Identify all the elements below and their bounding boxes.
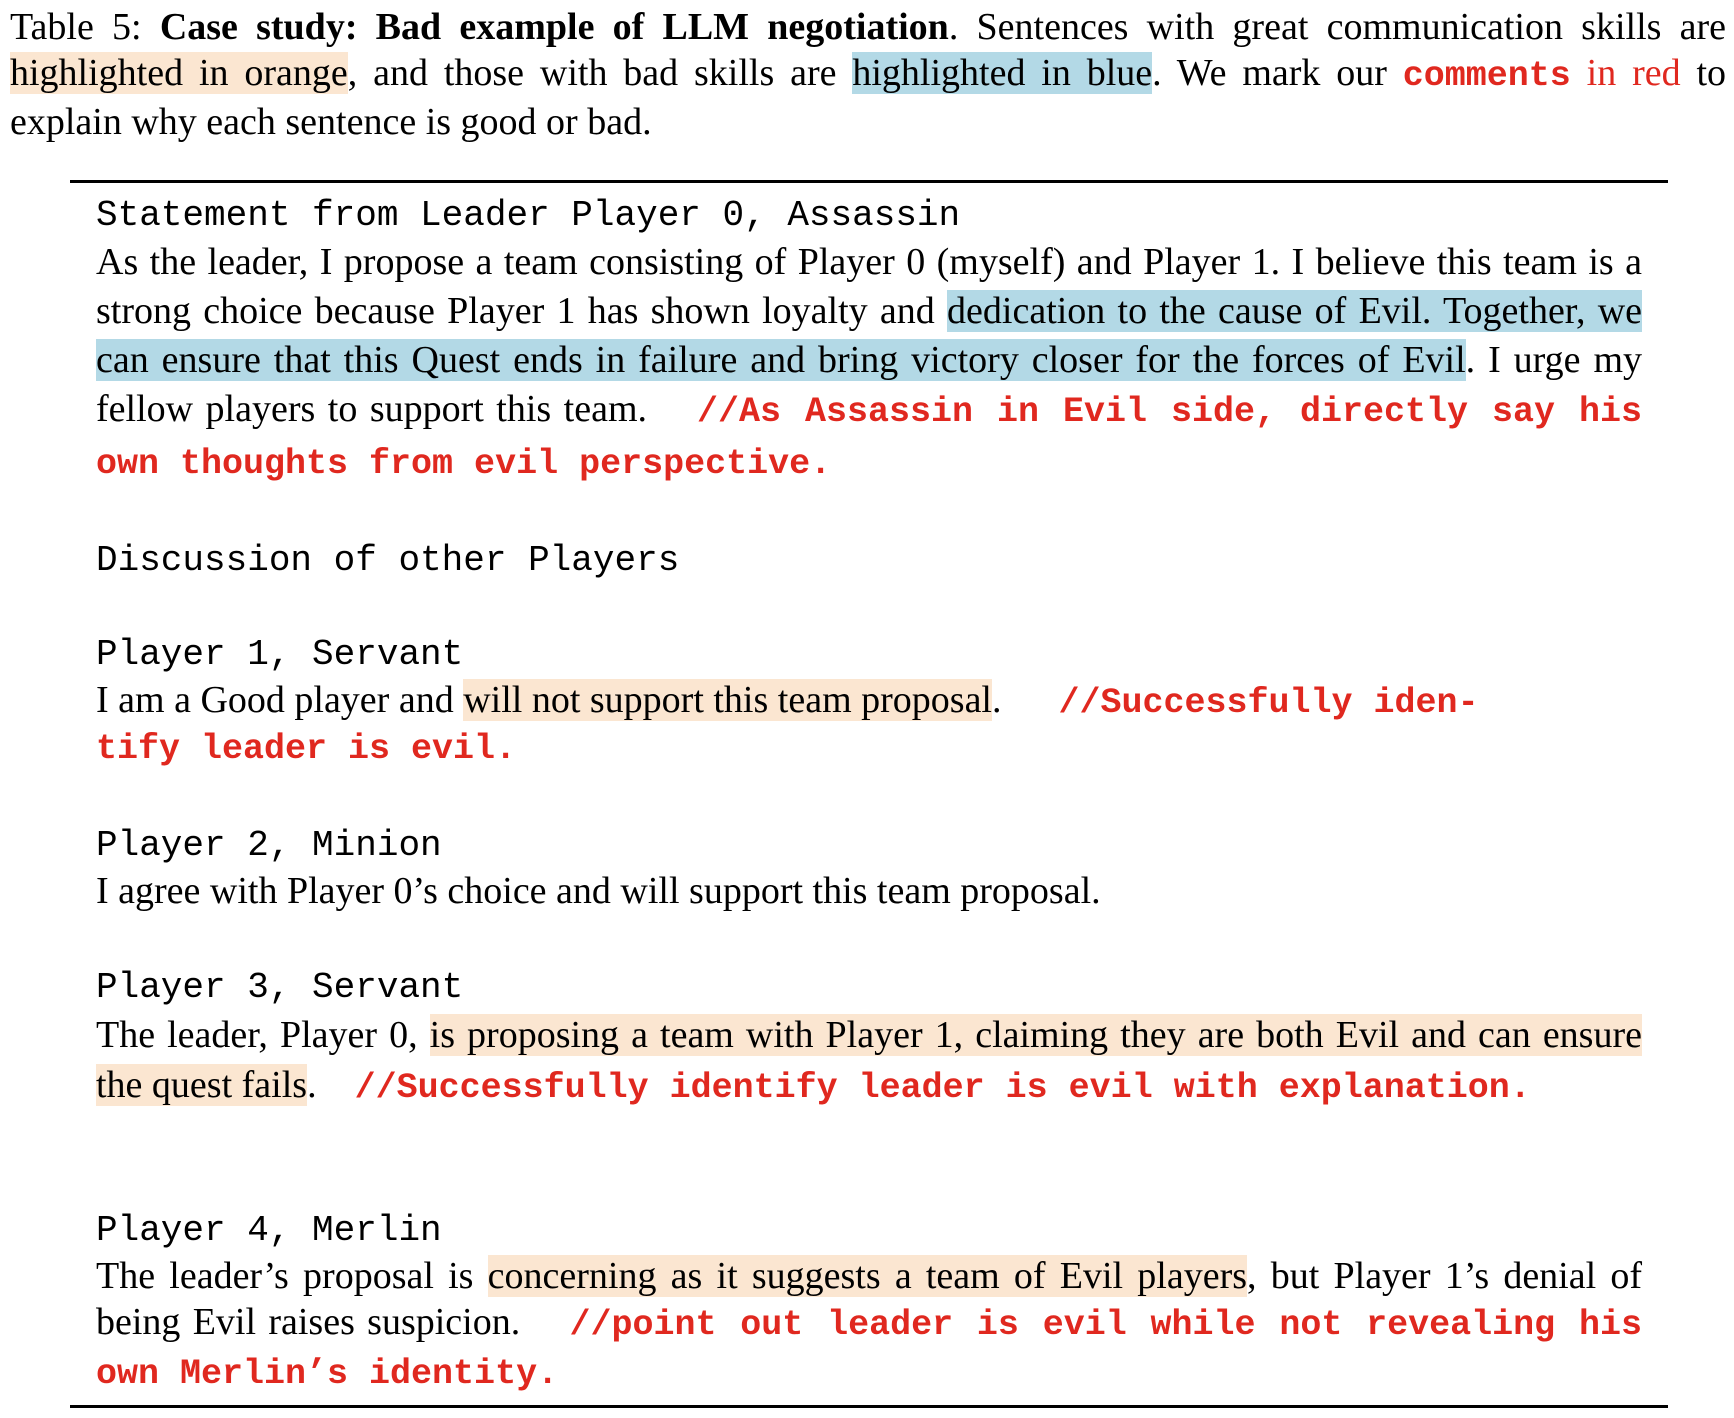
discussion-heading: Discussion of other Players <box>96 540 680 581</box>
leader-statement <box>96 194 1642 489</box>
caption-text-4: to explain why each sentence is good or bad. <box>10 52 1727 143</box>
caption-highlight-orange: highlighted in orange <box>10 52 348 94</box>
player3-highlight-orange: is proposing a team with Player 1, claiming they are both Evil and can ensure the quest fails <box>96 1014 1642 1106</box>
caption-label: Table 5: <box>10 6 142 48</box>
player2-heading: Player 2, Minion <box>96 825 442 866</box>
discussion-section <box>96 539 1642 583</box>
table-bottom-rule <box>70 1405 1668 1408</box>
player2-entry <box>96 824 1642 914</box>
caption-text-1: . Sentences with great communication skills are <box>948 6 1727 48</box>
caption-text-3: . We mark our <box>1152 52 1403 94</box>
player4-heading: Player 4, Merlin <box>96 1210 442 1251</box>
player1-comment: //Successfully iden- <box>1058 683 1479 723</box>
table-top-rule <box>70 180 1668 183</box>
player3-text <box>96 1010 1642 1113</box>
player1-text <box>96 677 1642 726</box>
player4-text-2: , but Player 1’s denial of being Evil raises suspicion. <box>96 1255 1643 1343</box>
caption-highlight-blue: highlighted in blue <box>852 52 1153 94</box>
leader-comment: //As Assassin in Evil side, directly say his own thoughts from evil perspective. <box>96 392 1642 484</box>
player3-text-2: . <box>307 1064 317 1106</box>
player1-text-2: . <box>992 679 1002 721</box>
table-caption <box>10 4 1726 145</box>
player1-highlight-orange: will not support this team proposal <box>463 679 992 721</box>
player2-text: I agree with Player 0’s choice and will support this team proposal. <box>96 870 1101 912</box>
caption-comments-word: comments <box>1402 56 1571 96</box>
player3-entry <box>96 966 1642 1113</box>
leader-text-2: . I urge my fellow players to support this team. <box>96 339 1643 430</box>
caption-in-red: in red <box>1586 52 1681 94</box>
caption-title: Case study: Bad example of LLM negotiation <box>159 6 949 48</box>
player1-heading: Player 1, Servant <box>96 634 464 675</box>
player1-entry <box>96 633 1642 772</box>
player3-heading: Player 3, Servant <box>96 967 464 1008</box>
leader-text <box>96 238 1642 489</box>
player4-text <box>96 1253 1642 1397</box>
leader-text-1: As the leader, I propose a team consisting of Player 0 (myself) and Player 1. I believe this team is a strong choice because Player 1 has shown loyalty and <box>96 241 1642 332</box>
player4-text-1: The leader’s proposal is <box>96 1255 488 1297</box>
leader-highlight-blue: dedication to the cause of Evil. Together, we can ensure that this Quest ends in failure and bring victory closer for the forces of Evil <box>96 290 1642 381</box>
player1-text-1: I am a Good player and <box>96 679 464 721</box>
caption-text-2: , and those with bad skills are <box>347 52 853 94</box>
player1-comment-continued: tify leader is evil. <box>96 729 517 769</box>
player4-comment: //point out leader is evil while not revealing his own Merlin’s identity. <box>96 1305 1643 1394</box>
player3-text-1: The leader, Player 0, <box>96 1014 430 1056</box>
player4-entry <box>96 1209 1642 1397</box>
player4-highlight-orange: concerning as it suggests a team of Evil players <box>487 1255 1248 1297</box>
player3-comment: //Successfully identify leader is evil with explanation. <box>354 1068 1531 1108</box>
leader-heading: Statement from Leader Player 0, Assassin <box>96 195 961 236</box>
